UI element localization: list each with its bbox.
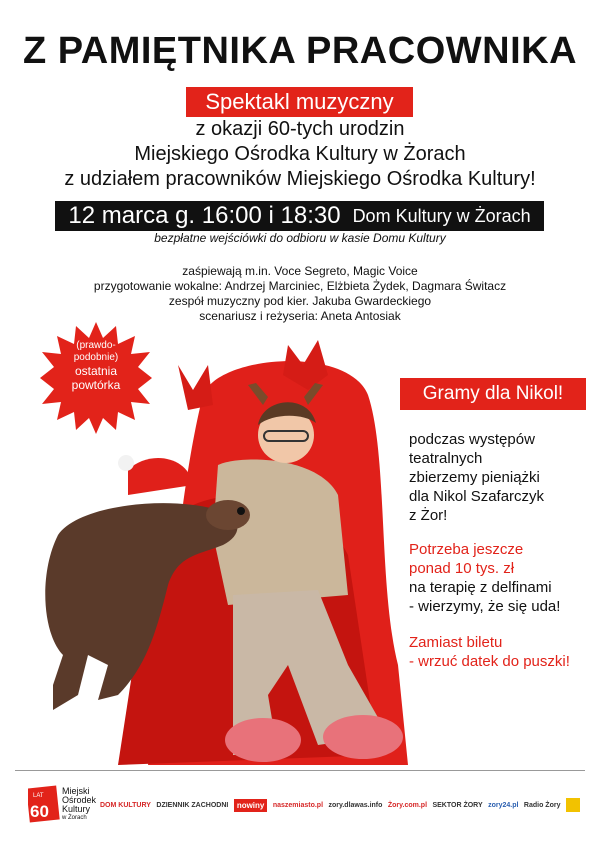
charity-text-line: teatralnych <box>409 450 483 467</box>
charity-heading: Gramy dla Nikol! <box>400 378 586 410</box>
charity-text-line: Potrzeba jeszcze <box>409 541 524 558</box>
footer-divider <box>15 770 585 771</box>
charity-para-3 <box>409 633 570 671</box>
credit-line: zespół muzyczny pod kier. Jakuba Gwardeckiego <box>168 294 432 308</box>
logo-number: 60 <box>30 802 49 821</box>
sponsor-logo: naszemiasto.pl <box>272 801 324 809</box>
credits-block <box>0 264 600 324</box>
charity-text-line: dla Nikol Szafarczyk <box>409 488 545 505</box>
charity-text-line: ponad 10 tys. zł <box>409 560 515 577</box>
sponsor-logo: DOM KULTURY <box>100 801 151 809</box>
charity-text-line: - wrzuć datek do puszki! <box>409 653 570 670</box>
logo-line: w Żorach <box>62 815 87 821</box>
date-bar <box>55 201 544 231</box>
logo-line: Kultury <box>62 804 91 814</box>
charity-text-line: na terapię z delfinami <box>409 579 552 596</box>
logo-line: Miejski <box>62 786 90 796</box>
logo-line: Ośrodek <box>62 795 97 805</box>
ticket-info: bezpłatne wejściówki do odbioru w kasie Domu Kultury <box>154 231 446 245</box>
charity-text-line: zbierzemy pieniążki <box>409 469 540 486</box>
sponsor-logos <box>100 795 580 815</box>
event-type-tag: Spektakl muzyczny <box>186 87 413 117</box>
charity-para-2-black <box>409 578 560 616</box>
logo-lat: LAT <box>33 793 44 799</box>
sponsor-logo: Radio Żory <box>523 801 561 809</box>
credit-line: przygotowanie wokalne: Andrzej Marciniec, Elżbieta Żydek, Dagmara Świtacz <box>93 279 507 293</box>
charity-para-1 <box>409 430 544 525</box>
sponsor-logo: zory24.pl <box>488 801 519 809</box>
sponsor-logo: nowiny <box>234 799 268 812</box>
logo-text <box>62 787 96 823</box>
charity-para-2-red <box>409 540 523 578</box>
poster-title: Z PAMIĘTNIKA PRACOWNIKA <box>22 30 578 72</box>
burst-line-2: podobnie) <box>73 352 119 363</box>
charity-text-line: podczas występów <box>409 431 535 448</box>
subtitle-line-1: z okazji 60-tych urodzin <box>195 118 405 140</box>
event-datetime: 12 marca g. 16:00 i 18:30 <box>68 202 341 229</box>
subtitle-line-3: z udziałem pracowników Miejskiego Ośrodka Kultury! <box>64 168 536 190</box>
burst-line-3: ostatnia <box>74 364 118 378</box>
charity-text-line: Zamiast biletu <box>409 634 503 651</box>
burst-line-1: (prawdo- <box>76 340 116 351</box>
credit-line: scenariusz i reżyseria: Aneta Antosiak <box>199 309 401 323</box>
burst-text <box>40 340 152 392</box>
subtitle-line-2: Miejskiego Ośrodka Kultury w Żorach <box>134 143 466 165</box>
sponsor-logo: zory.dlawas.info <box>328 801 383 809</box>
charity-text-line: - wierzymy, że się uda! <box>409 598 561 615</box>
sponsor-logo: SEKTOR ŻORY <box>432 801 483 809</box>
event-place: Dom Kultury w Żorach <box>352 205 531 226</box>
sponsor-badge-icon <box>566 798 580 812</box>
burst-line-4: powtórka <box>71 378 121 392</box>
sponsor-logo: DZIENNIK ZACHODNI <box>156 801 229 809</box>
charity-text-line: z Żor! <box>409 507 448 524</box>
sponsor-logo: Żory.com.pl <box>387 801 428 809</box>
credit-line: zaśpiewają m.in. Voce Segreto, Magic Voice <box>182 264 418 278</box>
